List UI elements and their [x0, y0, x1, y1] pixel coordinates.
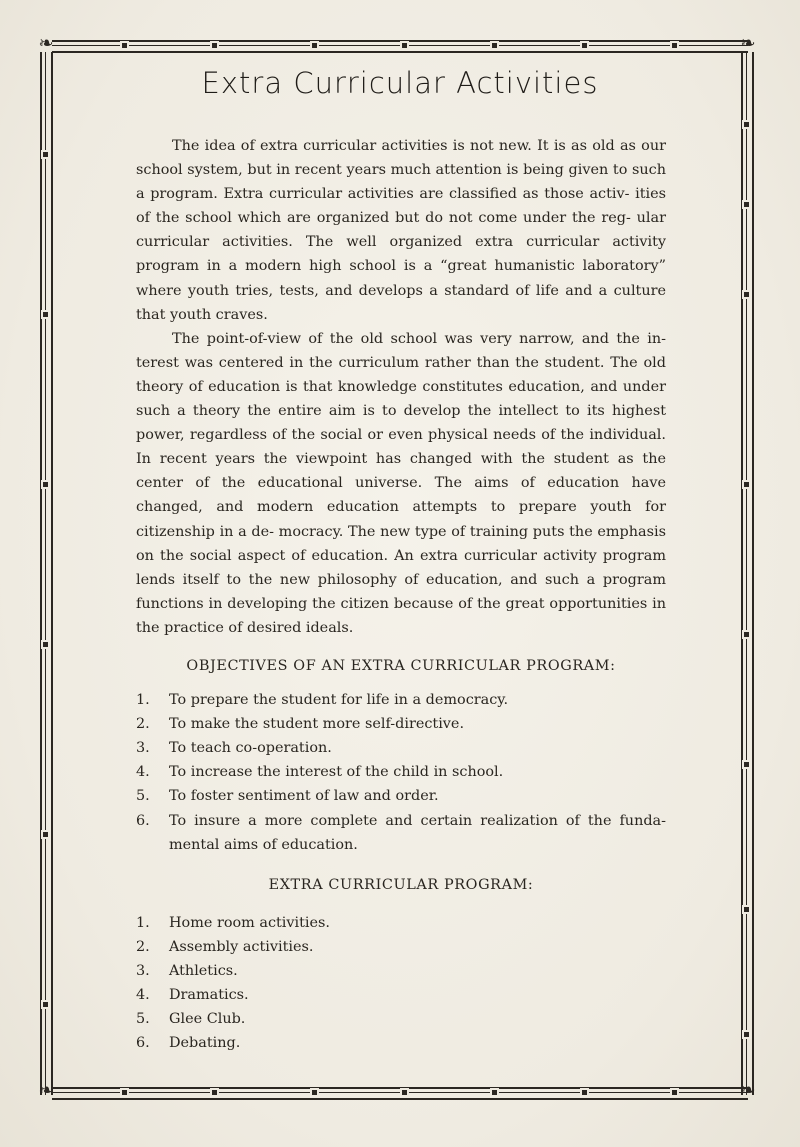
paragraph: The idea of extra curricular activities is not new. It is as old as our school system, but in recent years much attention is being given to such a program. Extra curricular activities are classified as those activ- ities of the school which are organized but do not come under the reg- ular curricular activities. The well organized extra curricular activity program in a modern high school is a “great humanistic laboratory” where youth tries, tests, and develops a standard of life and a culture that youth craves. [136, 138, 666, 323]
square-knot-icon [580, 1088, 589, 1097]
square-knot-icon [742, 905, 751, 914]
program-heading: EXTRA CURRICULAR PROGRAM: [268, 876, 534, 893]
item-number: 1. [136, 692, 150, 709]
item-number: 5. [136, 788, 150, 805]
item-number: 6. [136, 812, 150, 829]
objectives-heading: OBJECTIVES OF AN EXTRA CURRICULAR PROGRAM: [186, 657, 616, 674]
square-knot-icon [310, 41, 319, 50]
square-knot-icon [41, 830, 50, 839]
square-knot-icon [742, 120, 751, 129]
item-number: 4. [136, 987, 150, 1004]
item-text: Debating. [169, 1035, 241, 1052]
page-title: Extra Curricular Activities [201, 66, 599, 100]
square-knot-icon [670, 1088, 679, 1097]
item-number: 3. [136, 963, 150, 979]
square-knot-icon [490, 41, 499, 50]
square-knot-icon [742, 200, 751, 209]
square-knot-icon [742, 760, 751, 769]
paragraph: The point-of-view of the old school was very narrow, and the in- terest was centered in the curriculum rather than the student. The old theory of education is that knowledge constitutes education, and under such a theory the entire aim is to develop the intellect to its highest power, regardless of the social or even physical needs of the individual. In recent years the viewpoint has changed with the student as the center of the educational universe. The aims of education have changed, and modern education attempts to prepare youth for citizenship in a de- mocracy. The new type of training puts the emphasis on the social aspect of education. An extra curricular activity program lends itself to the new philosophy of education, and such a program functions in developing the citizen because of the great opportunities in the practice of desired ideals. [136, 330, 666, 636]
item-number: 5. [136, 1011, 150, 1028]
item-number: 6. [136, 1035, 150, 1052]
square-knot-icon [490, 1088, 499, 1097]
list-item [136, 736, 666, 760]
fleuron-icon: ❧ [740, 1080, 756, 1101]
list-item [136, 712, 666, 736]
square-knot-icon [742, 630, 751, 639]
item-text: Home room activities. [169, 914, 330, 931]
square-knot-icon [210, 41, 219, 50]
fleuron-icon: ❧ [38, 33, 54, 54]
item-text: Glee Club. [169, 1011, 246, 1028]
list-item [136, 760, 666, 784]
item-number: 2. [136, 716, 150, 733]
square-knot-icon [41, 640, 50, 649]
item-text: Dramatics. [169, 987, 249, 1004]
square-knot-icon [210, 1088, 219, 1097]
square-knot-icon [742, 480, 751, 489]
list-item [136, 959, 666, 983]
square-knot-icon [580, 41, 589, 50]
fleuron-icon: ❧ [38, 1080, 54, 1101]
left-border [40, 52, 53, 1095]
item-text: To prepare the student for life in a democracy. [169, 692, 509, 709]
list-item [136, 688, 666, 712]
item-text: To make the student more self-directive. [169, 716, 465, 733]
list-item [136, 935, 666, 959]
square-knot-icon [120, 1088, 129, 1097]
list-item [136, 911, 666, 935]
body-text [136, 134, 666, 1055]
item-number: 3. [136, 740, 150, 757]
square-knot-icon [742, 290, 751, 299]
item-text: To increase the interest of the child in school. [169, 764, 504, 781]
square-knot-icon [742, 1030, 751, 1039]
square-knot-icon [310, 1088, 319, 1097]
item-text: Athletics. [169, 963, 238, 979]
square-knot-icon [400, 1088, 409, 1097]
item-text: To teach co-operation. [169, 740, 332, 757]
item-text: Assembly activities. [169, 938, 314, 955]
square-knot-icon [120, 41, 129, 50]
list-item [136, 983, 666, 1007]
square-knot-icon [41, 1000, 50, 1009]
square-knot-icon [41, 480, 50, 489]
item-number: 1. [136, 914, 150, 931]
fleuron-icon: ❧ [740, 33, 756, 54]
square-knot-icon [41, 310, 50, 319]
square-knot-icon [400, 41, 409, 50]
item-text: To insure a more complete and certain realization of the funda- mental aims of education. [169, 812, 666, 853]
list-item [136, 784, 666, 808]
program-list [136, 911, 666, 1056]
item-text: To foster sentiment of law and order. [169, 788, 439, 805]
list-item [136, 1031, 666, 1055]
item-number: 4. [136, 764, 150, 781]
square-knot-icon [670, 41, 679, 50]
list-item [136, 809, 666, 857]
list-item [136, 1007, 666, 1031]
item-number: 2. [136, 938, 150, 955]
square-knot-icon [41, 150, 50, 159]
objectives-list [136, 688, 666, 857]
